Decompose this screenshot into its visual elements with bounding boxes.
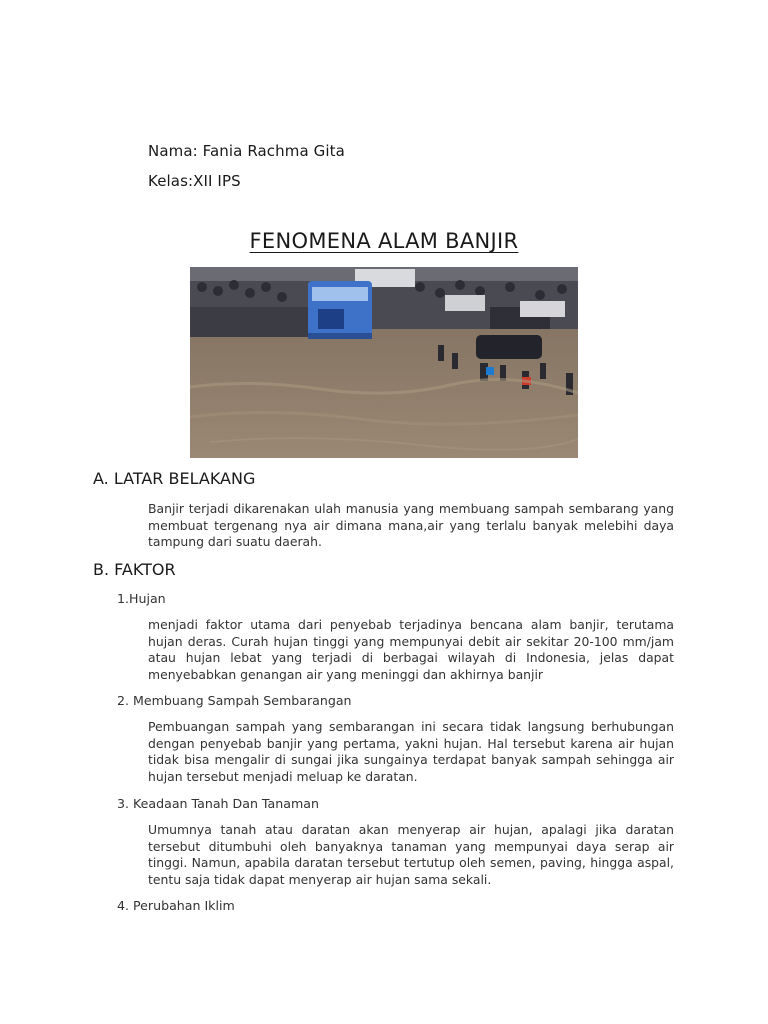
flood-photo (190, 267, 578, 458)
section-a-heading: A. LATAR BELAKANG (93, 469, 256, 488)
factor-2-title: 2. Membuang Sampah Sembarangan (117, 693, 352, 708)
factor-1-paragraph: menjadi faktor utama dari penyebab terjadinya bencana alam banjir, terutama hujan deras. Curah hujan tinggi yang mempunyai debit air sekitar 20-100 mm/jam atau hujan lebat yang terjadi di berbagai wilayah di Indonesia, jelas dapat menyebabkan genangan air yang meninggi dan akhirnya banjir (148, 617, 674, 682)
student-name: Nama: Fania Rachma Gita (148, 142, 345, 160)
section-b-heading: B. FAKTOR (93, 560, 176, 579)
factor-2-paragraph: Pembuangan sampah yang sembarangan ini secara tidak langsung berhubungan dengan penyebab banjir yang pertama, yakni hujan. Hal tersebut karena air hujan tidak bisa mengalir di sungai jika sungainya terdapat banyak sampah sehingga air hujan tersebut menjadi meluap ke daratan. (148, 719, 674, 784)
factor-1-title: 1.Hujan (117, 591, 166, 606)
section-a-paragraph: Banjir terjadi dikarenakan ulah manusia yang membuang sampah sembarang yang membuat tergenang nya air dimana mana,air yang terlalu banyak melebihi daya tampung dari suatu daerah. (148, 501, 674, 549)
factor-3-paragraph: Umumnya tanah atau daratan akan menyerap air hujan, apalagi jika daratan tersebut ditumbuhi oleh banyaknya tanaman yang mempunyai daya serap air tinggi. Namun, apabila daratan tersebut tertutup oleh semen, paving, hingga aspal, tentu saja tidak dapat menyerap air hujan sama sekali. (148, 822, 674, 887)
document-title: FENOMENA ALAM BANJIR (249, 229, 519, 253)
factor-4-title: 4. Perubahan Iklim (117, 898, 235, 913)
factor-3-title: 3. Keadaan Tanah Dan Tanaman (117, 796, 319, 811)
student-class: Kelas:XII IPS (148, 172, 241, 190)
